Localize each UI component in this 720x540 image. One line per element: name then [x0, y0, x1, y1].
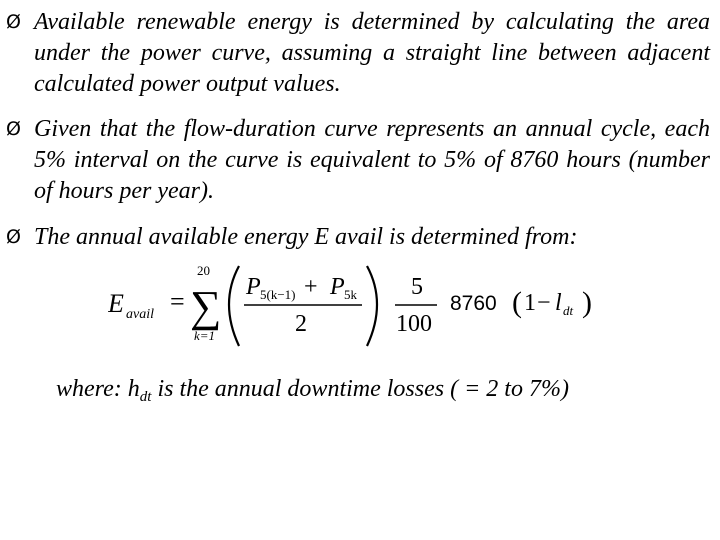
where-subscript: dt [139, 389, 152, 405]
formula-lhs: E [108, 289, 124, 318]
bullet-text: Available renewable energy is determined by calculating the area under the power curve, assuming a straight line between adjacent calculated power output values. [34, 9, 710, 97]
formula-denominator: 2 [295, 311, 307, 337]
fraction-numerator: 5 [411, 274, 423, 300]
formula-term2: P [330, 274, 345, 300]
left-paren-icon [229, 266, 239, 346]
bullet-item-annual-energy [6, 222, 710, 253]
where-prefix: where: h [56, 376, 140, 402]
formula-minus: − [537, 290, 551, 316]
formula-term2-subscript: 5k [344, 287, 357, 302]
bullet-arrow-icon: Ø [6, 11, 21, 33]
formula-one: 1 [524, 290, 536, 316]
bullet-item-flow-duration [6, 114, 710, 207]
bullet-arrow-icon: Ø [6, 118, 21, 140]
sum-lower-limit: k=1 [194, 328, 216, 343]
bullet-arrow-icon: Ø [6, 226, 21, 248]
formula-lhs-subscript: avail [126, 307, 154, 322]
small-left-paren-icon: ( [512, 286, 522, 319]
bullet-item-area-under-curve [6, 7, 710, 100]
formula-term1: P [246, 274, 261, 300]
sum-sigma-icon: ∑ [190, 282, 222, 331]
energy-formula [108, 258, 608, 358]
right-paren-icon [367, 266, 377, 346]
formula-equals: = [170, 287, 185, 316]
formula-plus: + [304, 274, 318, 300]
formula-loss-subscript: dt [563, 303, 574, 318]
small-right-paren-icon: ) [582, 286, 592, 319]
where-suffix: is the annual downtime losses ( = 2 to 7%) [151, 376, 569, 402]
fraction-denominator: 100 [396, 311, 432, 337]
bullet-text: Given that the flow-duration curve represents an annual cycle, each 5% interval on the curve is equivalent to 5% of 8760 hours (number of hours per year). [34, 116, 710, 204]
formula-hours: 8760 [450, 292, 497, 315]
bullet-text: The annual available energy E avail is determined from: [34, 224, 578, 250]
where-note [56, 374, 569, 404]
formula-loss: l [555, 290, 562, 316]
sum-upper-limit: 20 [197, 263, 210, 278]
formula-term1-subscript: 5(k−1) [260, 287, 296, 302]
